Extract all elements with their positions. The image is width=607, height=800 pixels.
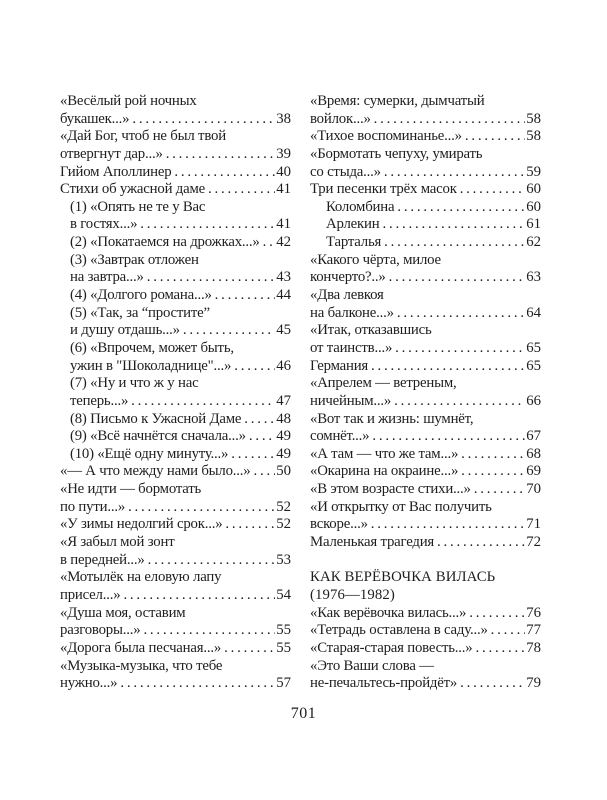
toc-line bbox=[310, 516, 541, 534]
toc-line bbox=[310, 111, 541, 129]
toc-page-number: 65 bbox=[526, 339, 541, 356]
toc-line bbox=[60, 463, 291, 481]
toc-page-number: 70 bbox=[526, 481, 541, 498]
toc-line bbox=[310, 375, 541, 393]
toc-page-number: 78 bbox=[526, 639, 541, 656]
toc-page-number: 61 bbox=[526, 216, 541, 233]
dot-leader bbox=[394, 393, 525, 411]
toc-entry-text: (2) «Покатаемся на дрожках...» bbox=[70, 234, 260, 251]
toc-line bbox=[310, 322, 541, 340]
toc-page-number: 52 bbox=[276, 516, 291, 533]
toc-entry-text: «Тихое воспоминанье...» bbox=[310, 128, 462, 145]
dot-leader bbox=[263, 234, 276, 252]
toc-entry-text: «А там — что же там...» bbox=[310, 445, 459, 462]
toc-page-number: 43 bbox=[276, 269, 291, 286]
toc-line bbox=[60, 111, 291, 129]
toc-line bbox=[60, 552, 291, 570]
toc-entry-text: «Два левкоя bbox=[310, 287, 384, 304]
toc-page-number: 77 bbox=[526, 622, 541, 639]
toc-line bbox=[60, 305, 291, 323]
toc-line bbox=[310, 340, 541, 358]
dot-leader bbox=[132, 111, 275, 129]
toc-page-number: 40 bbox=[276, 163, 291, 180]
toc-entry-text: на завтра...» bbox=[70, 269, 144, 286]
toc-page-number: 39 bbox=[276, 145, 291, 162]
toc-line bbox=[60, 128, 291, 146]
dot-leader bbox=[371, 516, 525, 534]
toc-line bbox=[310, 622, 541, 640]
toc-line bbox=[310, 216, 541, 234]
toc-line bbox=[310, 640, 541, 658]
toc-column-left bbox=[60, 93, 291, 693]
toc-page-number: 64 bbox=[526, 304, 541, 321]
toc-entry-text: «В этом возрасте стихи...» bbox=[310, 481, 471, 498]
toc-entry-text: (10) «Ещё одну минуту...» bbox=[70, 445, 229, 462]
dot-leader bbox=[143, 622, 275, 640]
toc-page-number: 41 bbox=[276, 216, 291, 233]
toc-page-number: 45 bbox=[276, 322, 291, 339]
toc-entry-text: «Старая-старая повесть...» bbox=[310, 639, 473, 656]
toc-column-right bbox=[310, 93, 541, 693]
dot-leader bbox=[254, 463, 276, 481]
toc-entry-text: «Весёлый рой ночных bbox=[60, 93, 197, 109]
dot-leader bbox=[131, 393, 275, 411]
toc-entry-text: (4) «Долгого романа...» bbox=[70, 287, 212, 304]
folio-page-number: 701 bbox=[290, 705, 317, 722]
toc-line bbox=[310, 181, 541, 199]
toc-line bbox=[60, 164, 291, 182]
toc-line bbox=[60, 516, 291, 534]
toc-line bbox=[310, 675, 541, 693]
toc-page-number: 50 bbox=[276, 463, 291, 480]
dot-leader bbox=[208, 181, 275, 199]
dot-leader bbox=[148, 552, 276, 570]
toc-line bbox=[310, 252, 541, 270]
toc-line bbox=[60, 269, 291, 287]
toc-entry-text: букашек...» bbox=[60, 110, 130, 127]
dot-leader bbox=[469, 605, 525, 623]
toc-line bbox=[60, 358, 291, 376]
toc-entry-text: «— А что между нами было...» bbox=[60, 463, 251, 480]
toc-entry-text: в передней...» bbox=[60, 551, 145, 568]
toc-entry-text: со стыда...» bbox=[310, 163, 381, 180]
toc-line bbox=[60, 605, 291, 623]
toc-entry-text: теперь...» bbox=[70, 392, 129, 409]
toc-entry-text: на балконе...» bbox=[310, 304, 394, 321]
toc-line bbox=[60, 446, 291, 464]
toc-page-number: 69 bbox=[526, 463, 541, 480]
dot-leader bbox=[397, 199, 525, 217]
toc-line bbox=[60, 93, 291, 111]
toc-line bbox=[310, 534, 541, 552]
dot-leader bbox=[215, 287, 276, 305]
dot-leader bbox=[372, 428, 525, 446]
toc-page-number: 48 bbox=[276, 410, 291, 427]
toc-entry-text: войлок...» bbox=[310, 110, 371, 127]
toc-line bbox=[310, 146, 541, 164]
toc-line bbox=[60, 622, 291, 640]
toc-line bbox=[60, 411, 291, 429]
dot-leader bbox=[384, 164, 525, 182]
dot-leader bbox=[174, 164, 275, 182]
toc-entry-text: Стихи об ужасной даме bbox=[60, 181, 206, 198]
toc-line bbox=[60, 428, 291, 446]
toc-page-number: 53 bbox=[276, 551, 291, 568]
dot-leader bbox=[166, 146, 276, 164]
dot-leader bbox=[491, 622, 526, 640]
dot-leader bbox=[465, 128, 525, 146]
toc-entry-text: от таинств...» bbox=[310, 339, 393, 356]
toc-entry-text: «И открытку от Вас получить bbox=[310, 498, 492, 515]
toc-line bbox=[60, 675, 291, 693]
dot-leader bbox=[395, 340, 525, 358]
toc-page-number: 41 bbox=[276, 181, 291, 198]
toc-line bbox=[60, 287, 291, 305]
toc-line bbox=[310, 199, 541, 217]
dot-leader bbox=[244, 411, 275, 429]
toc-entry-text: «Дорога была песчаная...» bbox=[60, 639, 222, 656]
toc-entry-text: присел...» bbox=[60, 586, 121, 603]
toc-entry-text: Тарталья bbox=[326, 234, 382, 251]
toc-page-number: 58 bbox=[526, 110, 541, 127]
toc-page-number: 52 bbox=[276, 498, 291, 515]
toc-line bbox=[60, 587, 291, 605]
toc-page-number: 55 bbox=[276, 639, 291, 656]
toc-entry-text: «Какого чёрта, милое bbox=[310, 251, 441, 268]
dot-leader bbox=[225, 516, 275, 534]
toc-entry-text: «Апрелем — ветреным, bbox=[310, 375, 457, 392]
toc-line bbox=[310, 605, 541, 623]
dot-leader bbox=[474, 481, 525, 499]
toc-page-number: 58 bbox=[526, 128, 541, 145]
toc-entry-text: «Мотылёк на еловую лапу bbox=[60, 569, 222, 586]
toc-line bbox=[60, 322, 291, 340]
toc-entry-text: ничейным...» bbox=[310, 392, 392, 409]
dot-leader bbox=[128, 499, 275, 517]
toc-page-number: 38 bbox=[276, 110, 291, 127]
toc-line bbox=[310, 128, 541, 146]
toc-section-heading bbox=[310, 569, 541, 587]
toc-section-heading bbox=[310, 587, 541, 605]
toc-page-number: 62 bbox=[526, 234, 541, 251]
toc-entry-text: нужно...» bbox=[60, 675, 118, 692]
toc-line bbox=[310, 287, 541, 305]
dot-leader bbox=[461, 446, 525, 464]
toc-line bbox=[310, 446, 541, 464]
toc-entry-text: «Не идти — бормотать bbox=[60, 481, 202, 498]
toc-line bbox=[60, 658, 291, 676]
toc-line bbox=[60, 181, 291, 199]
toc-entry-text: «Окарина на окраине...» bbox=[310, 463, 459, 480]
toc-line bbox=[60, 252, 291, 270]
toc-entry-text: в гостях...» bbox=[70, 216, 138, 233]
toc-line bbox=[310, 305, 541, 323]
table-of-contents bbox=[60, 93, 540, 693]
toc-entry-text: «Бормотать чепуху, умирать bbox=[310, 145, 483, 162]
toc-entry-text: не-печальтесь-пройдёт» bbox=[310, 675, 458, 692]
toc-entry-text: Гийом Аполлинер bbox=[60, 163, 172, 180]
toc-entry-text: (3) «Завтрак отложен bbox=[70, 251, 199, 268]
toc-line bbox=[310, 499, 541, 517]
toc-entry-text: «Музыка-музыка, что тебе bbox=[60, 657, 223, 674]
toc-line bbox=[310, 93, 541, 111]
dot-leader bbox=[389, 269, 526, 287]
toc-line bbox=[310, 358, 541, 376]
dot-leader bbox=[475, 640, 525, 658]
dot-leader bbox=[249, 428, 275, 446]
dot-leader bbox=[382, 216, 525, 234]
toc-page-number: 49 bbox=[276, 428, 291, 445]
toc-entry-text: «Это Ваши слова — bbox=[310, 657, 434, 674]
toc-line bbox=[310, 393, 541, 411]
toc-page-number: 60 bbox=[526, 198, 541, 215]
dot-leader bbox=[460, 675, 525, 693]
toc-line bbox=[310, 481, 541, 499]
toc-page-number: 46 bbox=[276, 357, 291, 374]
toc-entry-text: и душу отдашь...» bbox=[70, 322, 180, 339]
toc-entry-text: «Время: сумерки, дымчатый bbox=[310, 93, 485, 109]
toc-entry-text: (6) «Впрочем, может быть, bbox=[70, 339, 234, 356]
toc-line bbox=[60, 375, 291, 393]
toc-line bbox=[310, 411, 541, 429]
dot-leader bbox=[224, 640, 275, 658]
toc-line bbox=[60, 216, 291, 234]
toc-line bbox=[60, 569, 291, 587]
toc-page-number: 68 bbox=[526, 445, 541, 462]
toc-page-number: 66 bbox=[526, 392, 541, 409]
toc-page-number: 49 bbox=[276, 445, 291, 462]
toc-entry-text: Три песенки трёх масок bbox=[310, 181, 457, 198]
toc-entry-text: (9) «Всё начнётся сначала...» bbox=[70, 428, 246, 445]
toc-entry-text: (5) «Так, за “простите” bbox=[70, 304, 210, 321]
toc-page-number: 44 bbox=[276, 287, 291, 304]
toc-entry-text: КАК ВЕРЁВОЧКА ВИЛАСЬ bbox=[310, 569, 496, 586]
toc-page-number: 71 bbox=[526, 516, 541, 533]
toc-spacer bbox=[310, 552, 541, 570]
toc-line bbox=[60, 340, 291, 358]
toc-page-number: 54 bbox=[276, 586, 291, 603]
toc-line bbox=[60, 481, 291, 499]
toc-line bbox=[310, 164, 541, 182]
toc-entry-text: «Вот так и жизнь: шумнёт, bbox=[310, 410, 474, 427]
dot-leader bbox=[397, 305, 525, 323]
toc-entry-text: сомнёт...» bbox=[310, 428, 370, 445]
toc-entry-text: (1) «Опять не те у Вас bbox=[70, 198, 206, 215]
dot-leader bbox=[234, 358, 275, 376]
toc-page-number: 59 bbox=[526, 163, 541, 180]
dot-leader bbox=[461, 463, 525, 481]
toc-entry-text: отвергнут дар...» bbox=[60, 145, 163, 162]
toc-page-number: 72 bbox=[526, 534, 541, 551]
toc-line bbox=[310, 658, 541, 676]
toc-line bbox=[60, 393, 291, 411]
toc-entry-text: «Как верёвочка вилась...» bbox=[310, 604, 467, 621]
dot-leader bbox=[183, 322, 275, 340]
toc-line bbox=[60, 146, 291, 164]
toc-page-number: 67 bbox=[526, 428, 541, 445]
toc-page-number: 63 bbox=[526, 269, 541, 286]
toc-line bbox=[310, 269, 541, 287]
dot-leader bbox=[437, 534, 525, 552]
toc-entry-text: кончерто?..» bbox=[310, 269, 386, 286]
toc-entry-text: (8) Письмо к Ужасной Даме bbox=[70, 410, 242, 427]
toc-line bbox=[60, 499, 291, 517]
toc-page-number: 55 bbox=[276, 622, 291, 639]
toc-entry-text: ужин в "Шоколаднице"...» bbox=[70, 357, 232, 374]
toc-entry-text: Маленькая трагедия bbox=[310, 534, 435, 551]
toc-entry-text: вскоре...» bbox=[310, 516, 368, 533]
dot-leader bbox=[374, 111, 526, 129]
dot-leader bbox=[123, 587, 275, 605]
toc-entry-text: «Я забыл мой зонт bbox=[60, 534, 175, 551]
toc-entry-text: разговоры...» bbox=[60, 622, 141, 639]
dot-leader bbox=[371, 358, 525, 376]
toc-line bbox=[60, 640, 291, 658]
toc-line bbox=[60, 534, 291, 552]
toc-page-number: 57 bbox=[276, 675, 291, 692]
toc-entry-text: (1976—1982) bbox=[310, 586, 395, 603]
dot-leader bbox=[140, 216, 275, 234]
dot-leader bbox=[384, 234, 525, 252]
toc-page-number: 79 bbox=[526, 675, 541, 692]
toc-line bbox=[310, 428, 541, 446]
toc-line bbox=[60, 234, 291, 252]
toc-line bbox=[310, 234, 541, 252]
toc-entry-text: «Дай Бог, чтоб не был твой bbox=[60, 128, 226, 145]
toc-page-number: 47 bbox=[276, 392, 291, 409]
toc-page-number: 65 bbox=[526, 357, 541, 374]
toc-entry-text: Германия bbox=[310, 357, 369, 374]
toc-entry-text: «Тетрадь оставлена в саду...» bbox=[310, 622, 488, 639]
toc-entry-text: «Итак, отказавшись bbox=[310, 322, 432, 339]
toc-page-number: 42 bbox=[276, 234, 291, 251]
toc-line bbox=[310, 463, 541, 481]
toc-entry-text: Арлекин bbox=[326, 216, 380, 233]
toc-page-number: 76 bbox=[526, 604, 541, 621]
dot-leader bbox=[231, 446, 275, 464]
dot-leader bbox=[147, 269, 275, 287]
toc-entry-text: по пути...» bbox=[60, 498, 126, 515]
toc-entry-text: «Душа моя, оставим bbox=[60, 604, 186, 621]
dot-leader bbox=[120, 675, 275, 693]
toc-entry-text: (7) «Ну и что ж у нас bbox=[70, 375, 199, 392]
toc-entry-text: Коломбина bbox=[326, 198, 395, 215]
toc-page-number: 60 bbox=[526, 181, 541, 198]
toc-entry-text: «У зимы недолгий срок...» bbox=[60, 516, 223, 533]
toc-line bbox=[60, 199, 291, 217]
dot-leader bbox=[460, 181, 526, 199]
